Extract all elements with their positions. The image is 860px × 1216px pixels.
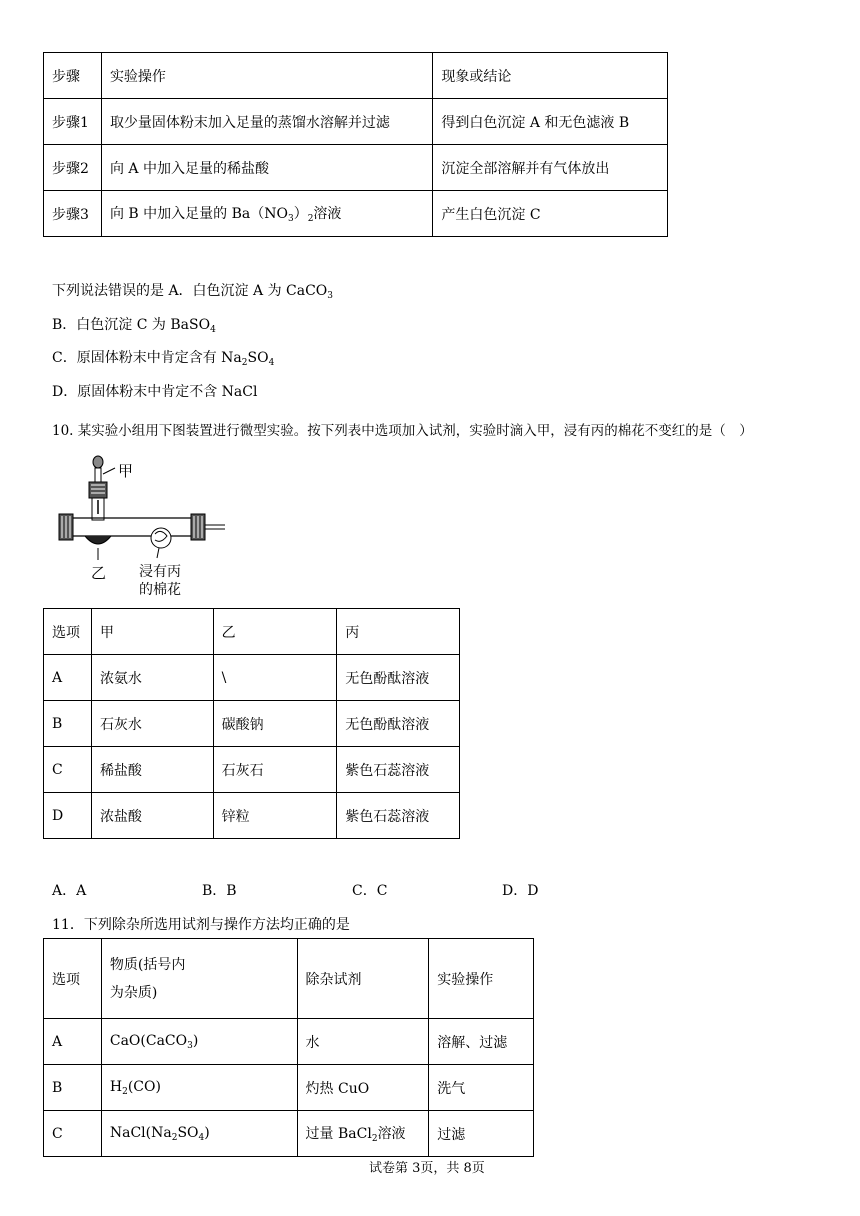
- table-cell: C: [44, 747, 92, 793]
- label-bing-line2: 的棉花: [139, 582, 181, 598]
- q10-option-a: A．A: [52, 883, 87, 899]
- table-cell: 溶解、过滤: [429, 1019, 534, 1065]
- q9-option-c: [52, 347, 274, 368]
- label-bing-line1: 浸有丙: [139, 564, 181, 580]
- header-cell: 丙: [337, 609, 460, 655]
- table-cell: 浓氨水: [91, 655, 213, 701]
- table-cell: 洗气: [429, 1065, 534, 1111]
- table-row: [44, 53, 668, 99]
- dropper-stem: [95, 468, 101, 482]
- table-cell: 产生白色沉淀 C: [433, 191, 668, 237]
- formula-text: ): [192, 1032, 199, 1049]
- table-cell: 无色酚酞溶液: [337, 701, 460, 747]
- table-cell: A: [44, 1019, 102, 1065]
- option-text: C．原固体粉末中肯定含有 Na: [52, 350, 242, 366]
- table-cell: \: [213, 655, 337, 701]
- option-text: 下列说法错误的是 A．白色沉淀 A 为 CaCO: [52, 283, 328, 299]
- q10-option-b: B．B: [202, 883, 237, 899]
- q10-option-d: D．D: [502, 883, 539, 899]
- table-cell: 碳酸钠: [213, 701, 337, 747]
- table-cell: 石灰石: [213, 747, 337, 793]
- table-cell: D: [44, 793, 92, 839]
- header-line: 物质(括号内: [109, 956, 186, 973]
- table-row: [44, 99, 668, 145]
- header-cell: 选项: [44, 609, 92, 655]
- stopper: [89, 482, 107, 498]
- formula-text: 溶液: [313, 206, 342, 222]
- table-row: [44, 191, 668, 237]
- header-cell: 现象或结论: [433, 53, 668, 99]
- table-cell: [101, 1065, 297, 1111]
- formula-text: NaCl(Na: [109, 1124, 172, 1141]
- header-cell: 除杂试剂: [297, 939, 429, 1019]
- table-cell: 石灰水: [91, 701, 213, 747]
- subscript: 3: [287, 214, 294, 224]
- reaction-well: [85, 536, 111, 544]
- subscript: 3: [327, 291, 334, 301]
- table-row: [44, 1019, 534, 1065]
- subscript: 2: [241, 358, 248, 368]
- formula-text: ）: [293, 206, 308, 222]
- table-cell: 步骤1: [44, 99, 102, 145]
- subscript: 2: [307, 214, 314, 224]
- table-row: [44, 747, 460, 793]
- table-cell: [297, 1111, 429, 1157]
- label-yi: 乙: [91, 564, 107, 582]
- reagents-table: [43, 608, 460, 839]
- header-cell: 步骤: [44, 53, 102, 99]
- table-row: [44, 1111, 534, 1157]
- table-row: [44, 939, 534, 1019]
- formula-text: 过量 BaCl: [305, 1126, 372, 1142]
- formula-text: (CO): [127, 1078, 161, 1095]
- header-cell: [101, 939, 297, 1019]
- table-cell: B: [44, 1065, 102, 1111]
- table-cell: 锌粒: [213, 793, 337, 839]
- q10-stem: 10. 某实验小组用下图装置进行微型实验。按下列表中选项加入试剂，实验时滴入甲，浸有丙的棉花不变红的是（ ）: [52, 423, 753, 439]
- q9-option-d: D．原固体粉末中肯定不含 NaCl: [52, 384, 258, 400]
- table-row: [44, 701, 460, 747]
- subscript: 2: [371, 1134, 378, 1144]
- subscript: 4: [210, 325, 216, 335]
- table-cell: 沉淀全部溶解并有气体放出: [433, 145, 668, 191]
- table-cell: 得到白色沉淀 A 和无色滤液 B: [433, 99, 668, 145]
- table-row: [44, 655, 460, 701]
- table-cell: 步骤3: [44, 191, 102, 237]
- table-cell: [101, 1111, 297, 1157]
- table-cell: A: [44, 655, 92, 701]
- table-cell: 紫色石蕊溶液: [337, 793, 460, 839]
- table-cell: 步骤2: [44, 145, 102, 191]
- formula-text: SO: [177, 1124, 199, 1141]
- apparatus-diagram: [55, 452, 235, 602]
- formula-text: 向 B 中加入足量的 Ba（NO: [109, 206, 288, 222]
- table-cell: 无色酚酞溶液: [337, 655, 460, 701]
- header-line: 为杂质): [109, 984, 158, 1001]
- table-row: [44, 793, 460, 839]
- q9-option-b: [52, 314, 216, 335]
- label-jia: 甲: [118, 462, 134, 480]
- subscript: 3: [187, 1040, 193, 1051]
- table-cell: 取少量固体粉末加入足量的蒸馏水溶解并过滤: [101, 99, 432, 145]
- table-cell: B: [44, 701, 92, 747]
- table-cell: [101, 191, 432, 237]
- header-cell: 实验操作: [429, 939, 534, 1019]
- subscript: 2: [171, 1132, 178, 1143]
- table-cell: 紫色石蕊溶液: [337, 747, 460, 793]
- header-cell: 实验操作: [101, 53, 432, 99]
- subscript: 4: [198, 1132, 205, 1143]
- table-cell: 灼热 CuO: [297, 1065, 429, 1111]
- subscript: 2: [122, 1086, 128, 1097]
- table-cell: 水: [297, 1019, 429, 1065]
- table-cell: [101, 1019, 297, 1065]
- q9-option-a: [52, 280, 333, 301]
- header-cell: 乙: [213, 609, 337, 655]
- dropper-bulb: [93, 456, 103, 468]
- purification-table: [43, 938, 534, 1157]
- table-cell: 浓盐酸: [91, 793, 213, 839]
- table-row: [44, 609, 460, 655]
- formula-text: CaO(CaCO: [109, 1032, 188, 1049]
- header-cell: 甲: [91, 609, 213, 655]
- table-cell: 稀盐酸: [91, 747, 213, 793]
- table-cell: 向 A 中加入足量的稀盐酸: [101, 145, 432, 191]
- page-footer: 试卷第 3页，共 8页: [369, 1161, 485, 1176]
- formula-text: H: [109, 1078, 123, 1095]
- q11-stem: 11．下列除杂所选用试剂与操作方法均正确的是: [52, 917, 350, 933]
- header-cell: 选项: [44, 939, 102, 1019]
- table-cell: 过滤: [429, 1111, 534, 1157]
- formula-text: ): [204, 1124, 210, 1141]
- table-row: [44, 1065, 534, 1111]
- option-text: B．白色沉淀 C 为 BaSO: [52, 317, 211, 333]
- formula-text: 溶液: [377, 1126, 406, 1142]
- subscript: 4: [268, 358, 275, 368]
- option-text: SO: [247, 350, 269, 366]
- q10-option-c: C．C: [352, 883, 388, 899]
- table-row: [44, 145, 668, 191]
- steps-table: [43, 52, 668, 237]
- table-cell: C: [44, 1111, 102, 1157]
